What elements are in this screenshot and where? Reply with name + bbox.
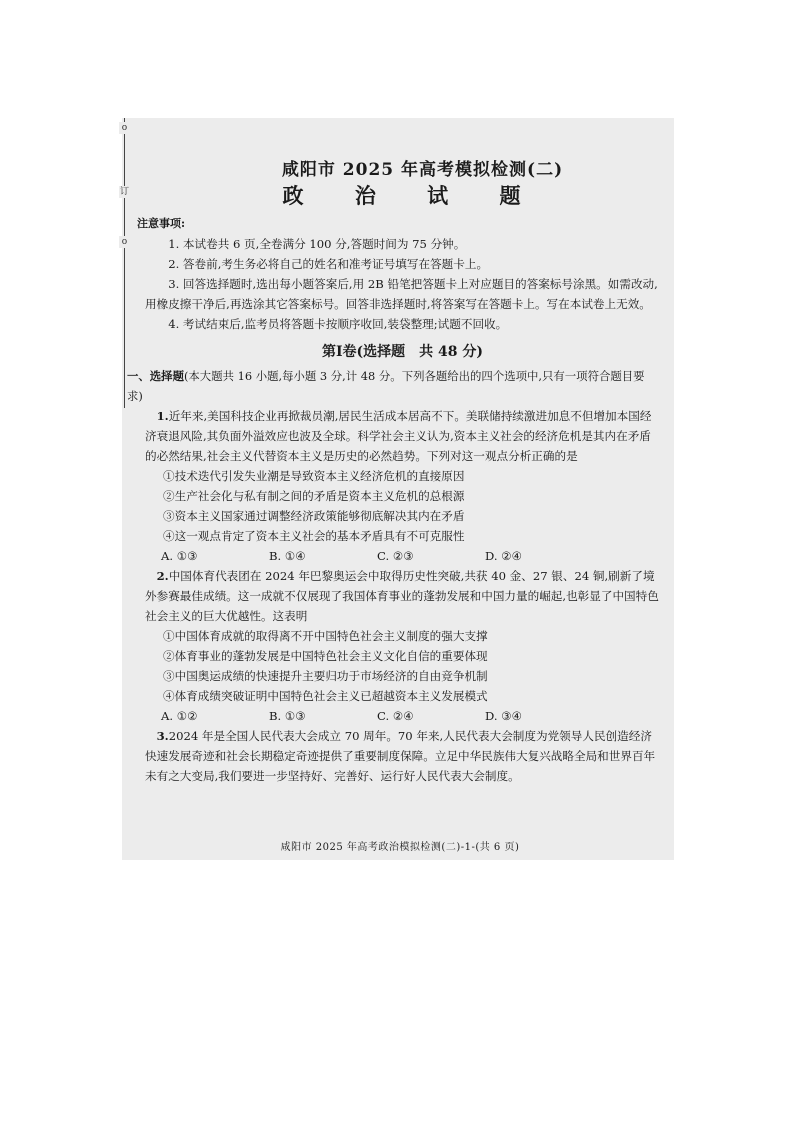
page-footer: 咸阳市 2025 年高考政治模拟检测(二)-1-(共 6 页) [280, 842, 520, 853]
choice-a: A. ①② [161, 709, 198, 723]
statement-item: ③中国奥运成绩的快速提升主要归功于市场经济的自由竞争机制 [163, 669, 488, 683]
statement-item: ③资本主义国家通过调整经济政策能够彻底解决其内在矛盾 [163, 509, 465, 523]
question-stem [145, 726, 660, 786]
choice-d: D. ②④ [485, 549, 523, 563]
statement-item: ①中国体育成就的取得离不开中国特色社会主义制度的强大支撑 [163, 629, 488, 643]
statement-item: ②体育事业的蓬勃发展是中国特色社会主义文化自信的重要体现 [163, 649, 488, 663]
binding-mark-middle: 订 [119, 187, 129, 197]
part-label: 一、选择题 [127, 369, 184, 383]
notes-block [137, 214, 660, 334]
question-2 [145, 566, 660, 726]
answer-choices [145, 546, 660, 566]
question-stem [145, 566, 660, 626]
statement-item: ④这一观点肯定了资本主义社会的基本矛盾具有不可克服性 [163, 529, 465, 543]
statement-item: ①技术迭代引发失业潮是导致资本主义经济危机的直接原因 [163, 469, 465, 483]
question-text: 近年来,美国科技企业再掀裁员潮,居民生活成本居高不下。美联储持续激进加息不但增加本国经济衰退风险,其负面外溢效应也波及全球。科学社会主义认为,资本主义社会的经济危机是其内在矛盾的必然结果,社会主义代替资本主义是历史的必然趋势。下列对这一观点分析正确的是 [145, 409, 652, 463]
subject-title: 政 治 试 题 [282, 183, 543, 208]
choice-b: B. ①④ [269, 549, 306, 563]
question-stem [145, 406, 660, 466]
choice-d: D. ③④ [485, 709, 523, 723]
choice-b: B. ①③ [269, 709, 306, 723]
question-number: 2. [156, 569, 169, 583]
question-text: 中国体育代表团在 2024 年巴黎奥运会中取得历史性突破,共获 40 金、27 银、24 铜,刷新了境外参赛最佳成绩。这一成就不仅展现了我国体育事业的蓬勃发展和中国力量的崛起,也彰显了中国特色社会主义的巨大优越性。这表明 [145, 569, 659, 623]
note-item: 3. 回答选择题时,选出每小题答案后,用 2B 铅笔把答题卡上对应题目的答案标号涂黑。如需改动,用橡皮擦干净后,再选涂其它答案标号。回答非选择题时,将答案写在答题卡上。写在本试卷上无效。 [145, 277, 658, 311]
question-number: 3. [156, 729, 169, 743]
binding-line [124, 118, 125, 408]
note-item: 1. 本试卷共 6 页,全卷满分 100 分,答题时间为 75 分钟。 [168, 237, 466, 251]
part-instructions: (本大题共 16 小题,每小题 3 分,计 48 分。下列各题给出的四个选项中,只有一项符合题目要求) [127, 369, 645, 403]
note-item: 4. 考试结束后,监考员将答题卡按顺序收回,装袋整理;试题不回收。 [168, 317, 508, 331]
answer-choices [145, 706, 660, 726]
choice-c: C. ②④ [377, 709, 414, 723]
statement-item: ④体育成绩突破证明中国特色社会主义已超越资本主义发展模式 [163, 689, 488, 703]
part-heading [127, 366, 660, 406]
choice-a: A. ①③ [161, 549, 198, 563]
question-1 [145, 406, 660, 566]
exam-title: 咸阳市 2025 年高考模拟检测(二) [281, 160, 564, 180]
section-title: 第Ⅰ卷(选择题 共 48 分) [321, 344, 484, 360]
binding-mark-top: o [119, 122, 130, 134]
statement-item: ②生产社会化与私有制之间的矛盾是资本主义危机的总根源 [163, 489, 465, 503]
choice-c: C. ②③ [377, 549, 414, 563]
notes-heading: 注意事项: [137, 217, 186, 230]
question-3 [145, 726, 660, 786]
binding-mark-bottom: o [119, 236, 130, 248]
exam-content [127, 150, 660, 786]
note-item: 2. 答卷前,考生务必将自己的姓名和准考证号填写在答题卡上。 [168, 257, 489, 271]
question-text: 2024 年是全国人民代表大会成立 70 周年。70 年来,人民代表大会制度为党领导人民创造经济快速发展奇迹和社会长期稳定奇迹提供了重要制度保障。立足中华民族伟大复兴战略全局和世界百年未有之大变局,我们要进一步坚持好、完善好、运行好人民代表大会制度。 [145, 729, 656, 783]
question-number: 1. [156, 409, 169, 423]
